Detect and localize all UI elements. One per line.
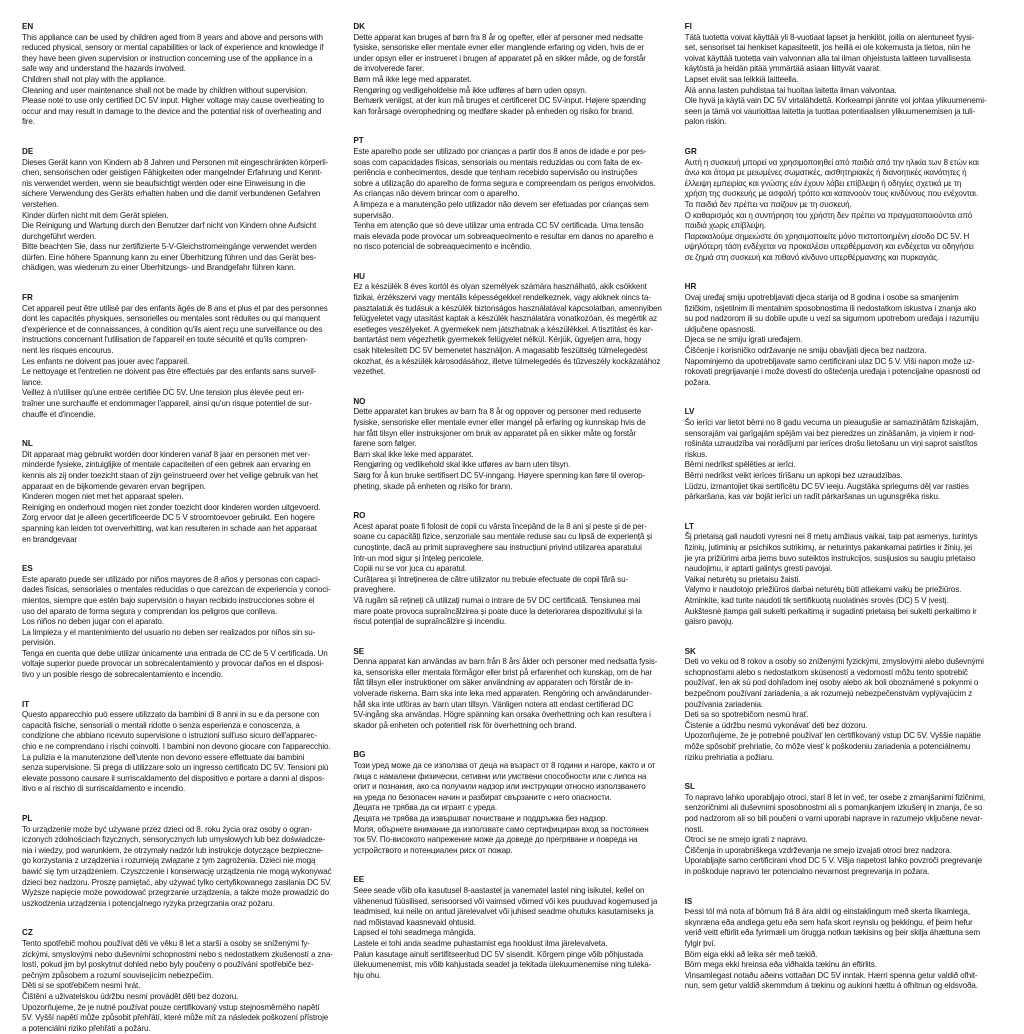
text-line: uso del aparato de forma segura y comprendan los peligros que conlleva. (22, 606, 278, 616)
text-line: опит и познания, ако са получили надзор или инструкции относно използването (353, 782, 646, 792)
text-line: pod nadzorom ali so bili poučeni o varni uporabi naprave in razumejo vključene nevar- (684, 814, 983, 823)
text-line: dzieci bez nadzoru. Proszę pamiętać, aby używać tylko certyfikowanego zasilania DC 5V. (22, 877, 332, 887)
text-line: fått tillsyn eller instruktioner om säker användning av apparaten och förstår de in- (353, 678, 633, 688)
text-line: minderde fysieke, zintuiglijke of mentale capaciteiten of een gebrek aan ervaring en (22, 460, 311, 470)
text-line: Please note to use only certified DC 5V input. Higher voltage may cause overheating to (22, 96, 324, 106)
language-code: ES (22, 564, 33, 574)
text-line: verið veitt eftirlit eða fyrirmæli um örugga notkun tækisins og þeir skilja áhættuna sem (684, 928, 980, 938)
language-section (22, 293, 341, 420)
text-line: nis verwendet werden, wenn sie beaufsichtigt werden oder eine Einweisung in die (22, 178, 306, 188)
text-column (353, 22, 672, 1024)
text-line: gaisro pavojų. (684, 617, 734, 627)
text-line: на уреда по безопасен начин и разбират свързаните с него опасности. (353, 792, 612, 802)
text-line: Rengjøring og vedlikehold skal ikke utføres av barn uten tilsyn. (353, 460, 571, 470)
language-code: PL (22, 814, 33, 823)
text-line: farene som følger. (353, 439, 417, 449)
language-section (353, 647, 672, 732)
language-code: NO (353, 396, 366, 406)
text-line: používania zariadenia. (684, 699, 764, 709)
text-line: soas com capacidades físicas, sensoriais ou mentais reduzidas ou com falta de ex- (353, 157, 643, 167)
language-section (22, 22, 341, 128)
text-line: Tenga en cuenta que debe utilizar únicamente una entrada de CC de 5 V certificada. Un (22, 648, 328, 658)
text-line: Bitte beachten Sie, dass nur zertifizierte 5-V-Gleichstromeingänge verwendet werden (22, 242, 317, 252)
language-code: NL (22, 439, 33, 449)
text-line: Denna apparat kan användas av barn från 8 års ålder och personer med nedsatta fysis- (353, 657, 658, 667)
text-column (685, 22, 1004, 1024)
text-line: Börn mega ekki hreinsa eða viðhalda tækinu án eftirlits. (684, 960, 877, 970)
text-line: in poškoduje napravo ter potencialno nevarnost pregrevanja in požara. (684, 866, 930, 876)
text-line: Þessi tól má nota af börnum frá 8 ára aldri og einstaklingum með skerta líkamlega, (684, 907, 970, 917)
text-line: Uporabljajte samo certificirani vhod DC 5 V. Višja napetost lahko povzroči pregrevanje (684, 856, 983, 866)
language-section (22, 439, 341, 545)
text-line: durchgeführt werden. (22, 231, 97, 241)
text-line: Lapset eivät saa leikkiä laitteella. (684, 74, 799, 84)
text-line: Palun kasutage ainult sertifitseeritud DC 5V sisendit. Kõrgem pinge võib põhjustada (353, 949, 644, 959)
text-line: Zorg ervoor dat je alleen gecertificeerde DC 5 V stroomtoevoer gebruikt. Een hogere (22, 513, 315, 523)
text-line: Veillez à n'utiliser qu'une entrée certifiée DC 5V. Une tension plus élevée peut en- (22, 388, 305, 398)
text-line: Atminkite, kad turite naudoti tik sertifikuotą nuolatinės srovės (DC) 5 V įvestį. (684, 595, 949, 605)
text-line: Reiniging en onderhoud mogen niet zonder toezicht door kinderen worden uitgevoerd. (22, 502, 321, 512)
language-code: IS (684, 896, 693, 906)
text-line: iczonych zdolnościach fizycznych, sensorycznych lub umysłowych lub bez doświadcze- (22, 835, 326, 845)
text-line: fizikai, érzékszervi vagy mentális képességekkel rendelkeznek, vagy akiknek nincs ta- (353, 293, 651, 303)
text-line: Čistenie a údržbu nesmú vykonávať deti bez dozoru. (684, 720, 868, 730)
text-line: seen ja tämä voi vaurioittaa laitetta ja tuottaa potentiaalisen ylikuumenemisen ja tuli- (684, 106, 976, 116)
text-line: vähenenud füüsilised, sensoorsed või vaimsed võimed või kes puuduvad kogemused ja (353, 896, 658, 906)
text-line: Deti vo veku od 8 rokov a osoby so zníženými fyzickými, zmyslovými alebo duševnými (684, 657, 984, 667)
text-line: Curățarea și întreținerea de către utilizator nu trebuie efectuate de copii fără su- (353, 574, 629, 584)
text-line: Čištění a uživatelskou údržbu nesmí provádět děti bez dozoru. (22, 991, 239, 1001)
text-line: fysiske, sensoriske eller mentale evner eller mangel på erfaring og kunnskap hvis de (353, 418, 646, 427)
language-code: IT (22, 699, 30, 709)
text-line: csak hitelesített DC 5V bemenetet használjon. A magasabb feszültség túlmelegedést (353, 346, 648, 356)
text-line: nun, sem getur valdið skemmdum á tækinu og aukinni hættu á ofhitnun og eldsvoða. (684, 981, 978, 991)
text-line: under opsyn eller er instrueret i brugen af apparatet på en sikker måde, og de forstår (353, 53, 646, 63)
language-section (685, 782, 1004, 877)
text-line: 5V. Vyšší napětí může způsobit přehřátí, které může mít za následek poškození přístroje (22, 1013, 329, 1023)
text-line: fizinių, jutiminių ar psichikos sutrikimų, ar neturintys pakankamai patirties ir žinių, jei (684, 542, 972, 552)
text-line: nia i wiedzy, pod warunkiem, że otrzymały nadzór lub instrukcje dotyczące bezpieczne- (22, 845, 324, 855)
text-line: mais elevada pode provocar um sobreaquecimento e resultar em danos no aparelho e (353, 231, 654, 241)
text-line: Αυτή η συσκευή μπορεί να χρησιμοποιηθεί από παιδιά από την ηλικία των 8 ετών και (684, 157, 979, 167)
text-line: Wyższe napięcie może powodować przegrzanie urządzenia, a także może prowadzić do (22, 888, 330, 898)
text-line: La limpieza y el mantenimiento del usuario no deben ser realizados por niños sin su- (22, 627, 316, 637)
language-code: RO (353, 511, 366, 521)
text-line: Tenha em atenção que só deve utilizar uma entrada CC 5V certificada. Uma tensão (353, 221, 644, 231)
language-code: SK (684, 646, 696, 656)
text-line: Acest aparat poate fi folosit de copii cu vârsta începând de la 8 ani și peste și de per- (353, 521, 647, 531)
text-line: riziku prehriatia a požiaru. (684, 752, 774, 762)
text-line: instructions concernant l'utilisation de l'appareil en toute sécurité et qu'ils compren- (22, 335, 308, 345)
text-line: устройството и потенциален риск от пожар. (353, 845, 513, 855)
text-line: Napominjemo da upotrebljavate samo certificirani ulaz DC 5 V. Viši napon može uz- (684, 356, 975, 366)
text-line: en brandgevaar (22, 534, 78, 544)
text-line: Los niños no deben jugar con el aparato. (22, 617, 164, 627)
language-code: FI (684, 22, 692, 31)
text-line: Παρακαλούμε σημειώστε ότι χρησιμοποιείτε μόνο πιστοποιημένη είσοδο DC 5V. Η (684, 231, 970, 241)
text-line: teadmised, kui neile on antud järelevalvet või juhised seadme ohutuks kasutamiseks ja (353, 907, 654, 917)
language-code: EN (22, 22, 34, 31)
text-line: într-un mod sigur și înțeleg pericolele. (353, 553, 484, 563)
text-line: Die Reinigung und Wartung durch den Benutzer darf nicht von Kindern ohne Aufsicht (22, 221, 317, 231)
text-line: Dit apparaat mag gebruikt worden door kinderen vanaf 8 jaar en personen met ver- (22, 449, 310, 459)
text-line: cunoștințe, dacă au primit supraveghere sau instrucțiuni privind utilizarea aparatului (353, 542, 642, 552)
language-section (685, 407, 1004, 502)
text-line: reduced physical, sensory or mental capabilities or lack of experience and knowledge if (22, 43, 324, 53)
text-line: Sørg for å kun bruke sertifisert DC 5V-inngang. Høyere spenning kan føre til overop- (353, 470, 646, 480)
text-line: To urządzenie może być używane przez dzieci od 8. roku życia oraz osoby o ogran- (22, 824, 313, 834)
text-line: tivo y un posible riesgo de sobrecalentamiento e incendio. (22, 670, 223, 680)
text-line: Děti si se spotřebičem nesmí hrát. (22, 981, 141, 991)
text-line: Questo apparecchio può essere utilizzato da bambini di 8 anni in su e da persone con (22, 710, 320, 720)
text-line: traîner une surchauffe et endommager l'appareil, ainsi qu'un risque potentiel de sur- (22, 399, 312, 408)
text-line: pasztalatuk és tudásuk a készülék biztonságos használatával kapcsolatban, amennyiben (353, 303, 662, 313)
text-line: dades físicas, sensoriales o mentales reducidas o que carezcan de experiencia y conoci- (22, 585, 331, 595)
text-line: zickými, smyslovými nebo duševními schopnostmi nebo s nedostatkem zkušeností a zna- (22, 949, 333, 959)
text-line: Kinderen mogen niet met het apparaat spelen. (22, 492, 184, 502)
text-line: Ovaj uređaj smiju upotrebljavati djeca starija od 8 godina i osobe sa smanjenim (684, 293, 959, 303)
text-line: Моля, обърнете внимание да използвате само сертифициран вход за постоянен (353, 824, 649, 834)
text-line: voltaje superior puede provocar un sobrecalentamiento y provocar daños en el disposi- (22, 659, 324, 669)
text-line: dürfen. Eine höhere Spannung kann zu einer Überhitzung führen und das Gerät bes- (22, 252, 317, 262)
text-line: Aukštesnė įtampa gali sukelti perkaitimą ir sugadinti prietaisą bei sukelti perkaitimo ir (684, 606, 977, 616)
text-line: su pod nadzorom ili su dobile upute u vezi sa sigurnom upotrebom uređaja i razumiju (684, 314, 979, 324)
text-line: Børn må ikke lege med apparatet. (353, 74, 472, 84)
language-code: SL (684, 782, 695, 792)
text-line: To napravo lahko uporabljajo otroci, stari 8 let in več, ter osebe z zmanjšanimi fizičnimi, (684, 792, 986, 802)
language-section (685, 282, 1004, 388)
text-line: käytöstä ja heidän pitää ymmärtää asiaan liittyvät vaarat. (684, 64, 882, 74)
language-code: LT (684, 521, 694, 531)
text-line: bantartást nem végezhetik gyermekek felügyelet nélkül. Kérjük, ügyeljen arra, hogy (353, 335, 642, 345)
text-line: palon riskin. (684, 117, 727, 127)
text-line: Börn eiga ekki að leika sér með tækið. (684, 949, 818, 959)
text-line: 5V-ingång ska användas. Högre spänning kan orsaka överhettning och kan resultera i (353, 710, 651, 720)
text-line: uključene opasnosti. (684, 324, 756, 334)
text-line: no risco potencial de sobreaquecimento e incêndio. (353, 242, 532, 252)
text-line: Dette apparat kan bruges af børn fra 8 år og opefter, eller af personer med nedsatte (353, 32, 643, 42)
text-line: Le nettoyage et l'entretien ne doivent pas être effectués par des enfants sans surveil- (22, 367, 317, 377)
text-line: volverade riskerna. Barn ska inte leka med apparaten. Rengöring och användarunder- (353, 689, 652, 699)
text-line: Kinder dürfen nicht mit dem Gerät spielen. (22, 210, 169, 220)
language-code: CZ (22, 928, 33, 938)
text-line: esetleges veszélyeket. A gyermekek nem játszhatnak a készülékkel. A tisztítást és kar- (353, 324, 653, 334)
text-line: naudojimu, ir aptarti galintys gresti pavojai. (684, 564, 833, 574)
language-section (22, 700, 341, 795)
text-line: kennis als zij onder toezicht staan of zijn geïnstrueerd over het veilige gebruik van het (22, 470, 318, 480)
text-line: chen, sensorischen oder geistigen Fähigkeiten oder mangelnder Erfahrung und Kennt- (22, 168, 323, 178)
language-section (353, 397, 672, 492)
text-line: occur and may result in damage to the device and the potential risk of overheating and (22, 106, 322, 116)
text-line: safe way and understand the hazards involved. (22, 64, 186, 74)
language-code: PT (353, 136, 364, 146)
text-line: uszkodzenia urządzenia i potencjalnego ryzyka przegrzania oraz pożaru. (22, 898, 275, 908)
text-line: používať, len ak sú pod dohľadom inej osoby alebo ak boli oboznámené s pokynmi o (684, 678, 979, 688)
text-line: Децата не трябва да си играят с уреда. (353, 803, 498, 813)
language-code: HR (684, 282, 697, 292)
text-line: Lūdzu, izmantojiet tikai sertificētu DC 5V ieeju. Augstāka spriegums dēļ var rasties (684, 481, 969, 491)
text-line: Djeca se ne smiju igrati uređajem. (684, 335, 803, 345)
text-line: Lastele ei tohi anda seadme puhastamist ega hooldust ilma järelevalveta. (353, 938, 608, 948)
text-line: έλλειψη εμπειρίας και γνώσης εάν έχουν λάβει επίβλεψη ή οδηγίες σχετικά με τη (684, 178, 962, 188)
text-line: sichere Verwendung des Geräts erhalten haben und die damit verbundenen Gefahren (22, 189, 321, 199)
language-code: EE (353, 875, 365, 885)
text-line: nosti. (684, 824, 704, 834)
text-line: nent les risques encourus. (22, 346, 114, 356)
text-line: d'expérience et de connaissances, à condition qu'ils aient reçu une surveillance ou des (22, 324, 323, 334)
text-line: periência e conhecimentos, desde que tenham recebido supervisão ou instruções (353, 168, 637, 178)
text-line: Čiščenja in uporabniškega vzdrževanja ne smejo izvajati otroci brez nadzora. (684, 845, 952, 855)
text-column (22, 22, 341, 1033)
text-line: ülekuumenemist, mis võib kahjustada seadet ja tekitada ülekuumenemise ning tuleka- (353, 960, 652, 970)
text-line: Este aparato puede ser utilizado por niños mayores de 8 años y personas con capaci- (22, 574, 321, 584)
text-line: Čišćenje i korisničko održavanje ne smiju obavljati djeca bez nadzora. (684, 346, 927, 356)
text-line: Este aparelho pode ser utilizado por crianças a partir dos 8 anos de idade e por pes- (353, 146, 647, 156)
text-line: Les enfants ne doivent pas jouer avec l'appareil. (22, 356, 190, 366)
text-line: schopnosťami alebo s nedostatkom skúseností a vedomostí môžu tento spotrebič (684, 667, 968, 677)
text-line: fylgir því. (684, 938, 716, 948)
text-line: Vă rugăm să rețineți că utilizați numai o intrare de 5V DC certificată. Tensiunea mai (353, 595, 641, 605)
text-line: hju ohu. (353, 970, 382, 980)
text-line: they have been given supervision or instruction concerning use of the appliance in a (22, 53, 313, 63)
text-line: Dieses Gerät kann von Kindern ab 8 Jahren und Personen mit eingeschränkten körperli- (22, 157, 329, 167)
language-section (685, 147, 1004, 264)
text-line: riskus. (684, 449, 708, 459)
text-line: Bērni nedrīkst spēlēties ar ierīci. (684, 460, 796, 470)
text-line: Upozorňujeme, že je potrebné používať len certifikovaný vstup DC 5V. Vyššie napätie (684, 731, 981, 741)
text-line: bawić się tym urządzeniem. Czyszczenie i konserwację urządzenia nie mogą wykonywać (22, 866, 332, 876)
text-line: soane cu capacități fizice, senzoriale sau mentale reduse sau cu lipsă de experiență și (353, 532, 652, 542)
text-line: Tento spotřebič mohou používat děti ve věku 8 let a starší a osoby se sníženými fy- (22, 938, 310, 948)
text-line: skynræna eða andlega getu eða sem hafa skort reynslu og þekkingu, ef þeim hefur (684, 917, 973, 927)
text-line: Älä anna lasten puhdistaa tai huoltaa laitetta ilman valvontaa. (684, 85, 897, 95)
language-section (353, 875, 672, 981)
text-line: As crianças não devem brincar com o aparelho. (353, 189, 520, 199)
text-line: okozhat, és a készülék károsodásához, illetve túlmelegedés és tűzveszély kockázatához (353, 356, 661, 366)
text-line: apparaat en de bijkomende gevaren ervan begrijpen. (22, 481, 206, 491)
language-code: GR (684, 146, 697, 156)
text-line: Lapsed ei tohi seadmega mängida. (353, 928, 476, 938)
text-line: Šį prietaisą gali naudoti vyresni nei 8 metų amžiaus vaikai, taip pat asmenys, turintys (684, 532, 978, 542)
text-line: Tätä tuotetta voivat käyttää yli 8-vuotiaat lapset ja henkilöt, joilla on alentuneet fyysi- (684, 32, 975, 42)
text-line: Dette apparatet kan brukes av barn fra 8 år og oppover og personer med reduserte (353, 407, 642, 417)
language-section (685, 22, 1004, 128)
language-code: FR (22, 293, 33, 303)
text-line: Šo ierīci var lietot bērni no 8 gadu vecuma un pieaugušie ar samazinātām fiziskajām, (684, 418, 979, 427)
text-line: Ο καθαρισμός και η συντήρηση του χρήστη δεν πρέπει να πραγματοποιούνται από (684, 210, 973, 220)
text-line: Rengøring og vedligeholdelse må ikke udføres af børn uden opsyn. (353, 85, 587, 95)
text-line: condizione che abbiano ricevuto supervisione o istruzioni sull'uso sicuro dell'apparec- (22, 731, 317, 741)
text-line: Upozorňujeme, že je nutné používat pouze certifikovaný vstup stejnosměrného napětí (22, 1002, 320, 1012)
text-line: Bemærk venligst, at der kun må bruges et certificeret DC 5V-input. Højere spænding (353, 96, 646, 106)
text-line: A limpeza e a manutenção pelo utilizador não devem ser efetuadas por crianças sem (353, 199, 649, 209)
text-line: rošināta uzraudzība vai norādījumi par ierīces drošu lietošanu un viņi saprot saistītos (684, 439, 978, 449)
text-line: bezpečnom používaní zariadenia, a ak rozumejú nebezpečenstvám vyplývajúcim z (684, 689, 973, 699)
text-line: pheting, skade på enheten og risiko for brann. (353, 481, 513, 491)
text-line: χρήση της συσκευής με ασφαλή τρόπο και κατανοούν τους κινδύνους που ενέχονται. (684, 189, 978, 199)
text-line: pečným způsobem a rozumí souvisejícím nebezpečím. (22, 970, 214, 980)
text-line: rokovati pregrijavanje i može dovesti do oštećenja uređaja i potencijalne opasnosti od (684, 367, 981, 377)
text-line: ток 5V. По-високото напрежение може да доведе до прегряване и повреда на (353, 835, 638, 845)
text-line: лица с намалени физически, сетивни или умствени способности или с липса на (353, 771, 647, 781)
text-line: Deti sa so spotrebičom nesmú hrať. (684, 710, 809, 720)
text-line: itivo e al rischio di surriscaldamento e incendio. (22, 784, 186, 794)
text-line: Children shall not play with the appliance. (22, 74, 166, 84)
language-section (22, 814, 341, 909)
text-line: set, sensoriset tai henkiset kapasiteetit, jos heillä ei ole kokemusta ja tietoa, niin he (684, 43, 971, 53)
text-line: Vaikai neturėtų su prietaisu žaisti. (684, 574, 801, 584)
text-line: Ez a készülék 8 éves kortól és olyan személyek számára használható, akik csökkent (353, 282, 647, 292)
text-line: skador på enheten och potentiell risk för överhettning och brand. (353, 720, 577, 730)
text-line: sobre a utilização do aparelho de forma segura e compreendam os perigos envolvidos. (353, 178, 656, 188)
text-line: lance. (22, 377, 43, 387)
text-line: This appliance can be used by children aged from 8 years and above and persons with (22, 32, 323, 42)
language-code: DK (353, 22, 366, 31)
text-line: požara. (684, 377, 711, 387)
language-code: DE (22, 146, 34, 156)
language-section (685, 647, 1004, 764)
text-line: σε ζημιά στη συσκευή και πιθανό κίνδυνο υπερθέρμανσης και πυρκαγιάς. (684, 252, 940, 262)
text-line: Cleaning and user maintenance shall not be made by children without supervision. (22, 85, 308, 95)
text-line: fysiske, sensoriske eller mentale evner eller manglende erfaring og viden, hvis de er (353, 43, 645, 53)
text-line: Seee seade võib olla kasutusel 8-aastastel ja vanematel lastel ning isikutel, kellel on (353, 885, 645, 895)
text-line: chauffe et d'incendie. (22, 409, 96, 419)
text-line: felügyeletet vagy utasítást kaptak a készülék használatára vonatkozóan, és megértik az (353, 314, 658, 324)
text-line: kan forårsage overophedning og medføre skader på enheden og risiko for brand. (353, 106, 634, 116)
language-code: HU (353, 271, 366, 281)
language-section (22, 928, 341, 1034)
text-line: Vinsamlegast notaðu aðeins vottaðan DC 5V inntak. Hærri spenna getur valdið ofhit- (684, 970, 978, 980)
text-line: verstehen. (22, 199, 59, 209)
text-line: a potenciální riziko přehřátí a požáru. (22, 1023, 151, 1033)
text-line: lostí, pokud jim byl poskytnut dohled nebo byly poučeny o používání spotřebiče bez- (22, 960, 314, 970)
text-line: elevate possono causare il surriscaldamento del dispositivo e portare a danni al dispos- (22, 773, 325, 783)
text-line: mientos, siempre que estén bajo supervisión o hayan recibido instrucciones sobre el (22, 595, 315, 605)
text-line: ka, sensoriska eller mentala förmågor eller brist på erfarenhet och kunskap, om de har (353, 667, 653, 677)
text-line: sensorajām vai garīgajām spējām vai bez pieredzes un zināšanām, ja viņiem ir nod- (684, 428, 976, 438)
language-code: LV (684, 407, 695, 417)
language-section (353, 22, 672, 117)
text-line: senzoričnimi ali duševnimi sposobnostmi ali s pomanjkanjem izkušenj in znanja, če so (684, 803, 983, 813)
text-line: de involverede farer. (353, 64, 425, 74)
language-code: SE (353, 646, 365, 656)
text-line: chio e ne comprendano i rischi coinvolti. I bambini non devono giocare con l'apparecchio. (22, 742, 331, 752)
text-line: senza supervisione. Si prega di utilizzare solo un ingresso certificato DC 5V. Tensioni più (22, 763, 329, 773)
text-line: chädigen, was wiederum zu einer Überhitzungs- und Brandgefahr führen kann. (22, 263, 296, 273)
text-line: pārkaršana, kas var bojāt ierīci un radīt pārkaršanas un ugunsgrēka risku. (684, 492, 940, 502)
language-section (22, 564, 341, 681)
text-line: capacità fisiche, sensoriali o mentali ridotte o senza esperienza e conoscenza, a (22, 720, 300, 730)
text-line: vezethet. (353, 367, 386, 377)
text-line: go korzystania z urządzenia i rozumieją związane z tym zagrożenia. Dzieci nie mogą (22, 856, 316, 866)
language-code: BG (353, 750, 366, 760)
text-line: Децата не трябва да извършват почистване и поддръжка без надзор. (353, 814, 608, 823)
text-line: pervisión. (22, 638, 56, 648)
text-line: dont les capacités physiques, sensorielles ou mentales sont réduites ou qui manquent (22, 314, 321, 324)
text-line: Τα παιδιά δεν πρέπει να παίζουν με τη συσκευή. (684, 199, 852, 209)
text-line: Ole hyvä ja käytä vain DC 5V virtalähdettä. Korkeampi jännite voi johtaa ylikuumenemi- (684, 96, 987, 106)
text-line: praveghere. (353, 585, 396, 595)
text-line: mare poate provoca supraîncălzirea și poate duce la deteriorarea dispozitivului și la (353, 606, 642, 616)
language-section (685, 897, 1004, 992)
text-line: Cet appareil peut être utilisé par des enfants âgés de 8 ans et plus et par des personnes (22, 303, 328, 313)
text-line: môže spôsobiť prehriatie, čo môže viesť k poškodeniu zariadenia a potenciálnemu (684, 742, 971, 752)
text-line: Valymo ir naudotojo priežiūros darbai neturėtų būti atliekami vaikų be priežiūros. (684, 585, 962, 595)
language-section (353, 750, 672, 856)
text-line: La pulizia e la manutenzione dell'utente non devono essere effettuate dai bambini (22, 752, 305, 762)
text-line: Този уред може да се използва от деца на възраст от 8 години и нагоре, както и от (353, 761, 656, 771)
language-section (685, 522, 1004, 628)
language-section (22, 147, 341, 274)
text-line: jie yra prižiūrimi arba jiems buvo suteiktos instrukcijos, susijusios su saugiu prietaiso (684, 553, 976, 563)
text-line: håll ska inte utföras av barn utan tillsyn. Vänligen notera att endast certifierad DC (353, 699, 634, 709)
text-line: Bērni nedrīkst veikt ierīces tīrīšanu un apkopi bez uzraudzības. (684, 470, 903, 480)
text-line: spanning kan leiden tot oververhitting, wat kan resulteren in schade aan het apparaat (22, 523, 317, 533)
language-section (353, 136, 672, 253)
text-line: fire. (22, 117, 35, 127)
text-line: supervisão. (353, 210, 394, 220)
text-line: Copiii nu se vor juca cu aparatul. (353, 564, 467, 574)
language-section (353, 511, 672, 628)
text-line: har fått tilsyn eller instruksjoner om bruk av apparatet på en sikker måte og forstår (353, 428, 636, 438)
text-line: fizičkim, osjetilnim ili mentalnim sposobnostima ili nedostatkom iskustva i znanja ako (684, 303, 977, 313)
text-line: παιδιά χωρίς επίβλεψη. (684, 221, 766, 231)
text-line: υψηλότερη τάση ενδέχεται να προκαλέσει υπερθέρμανση και ενδέχεται να οδηγήσει (684, 242, 974, 252)
text-line: Barn skal ikke leke med apparatet. (353, 449, 474, 459)
text-line: Otroci se ne smejo igrati z napravo. (684, 835, 808, 845)
text-line: voivat käyttää tuotetta vain valvonnan alla tai ilman ohjeistusta laitteen turvallisesta (684, 53, 971, 63)
text-line: riscul potențial de supraîncălzire și incendiu. (353, 617, 507, 627)
text-line: άνω και άτομα με μειωμένες σωματικές, αισθητηριακές ή διανοητικές ικανότητες ή (684, 168, 967, 178)
language-section (353, 272, 672, 378)
text-line: nad mõistavad kaasnevaid ohtusid. (353, 917, 476, 927)
